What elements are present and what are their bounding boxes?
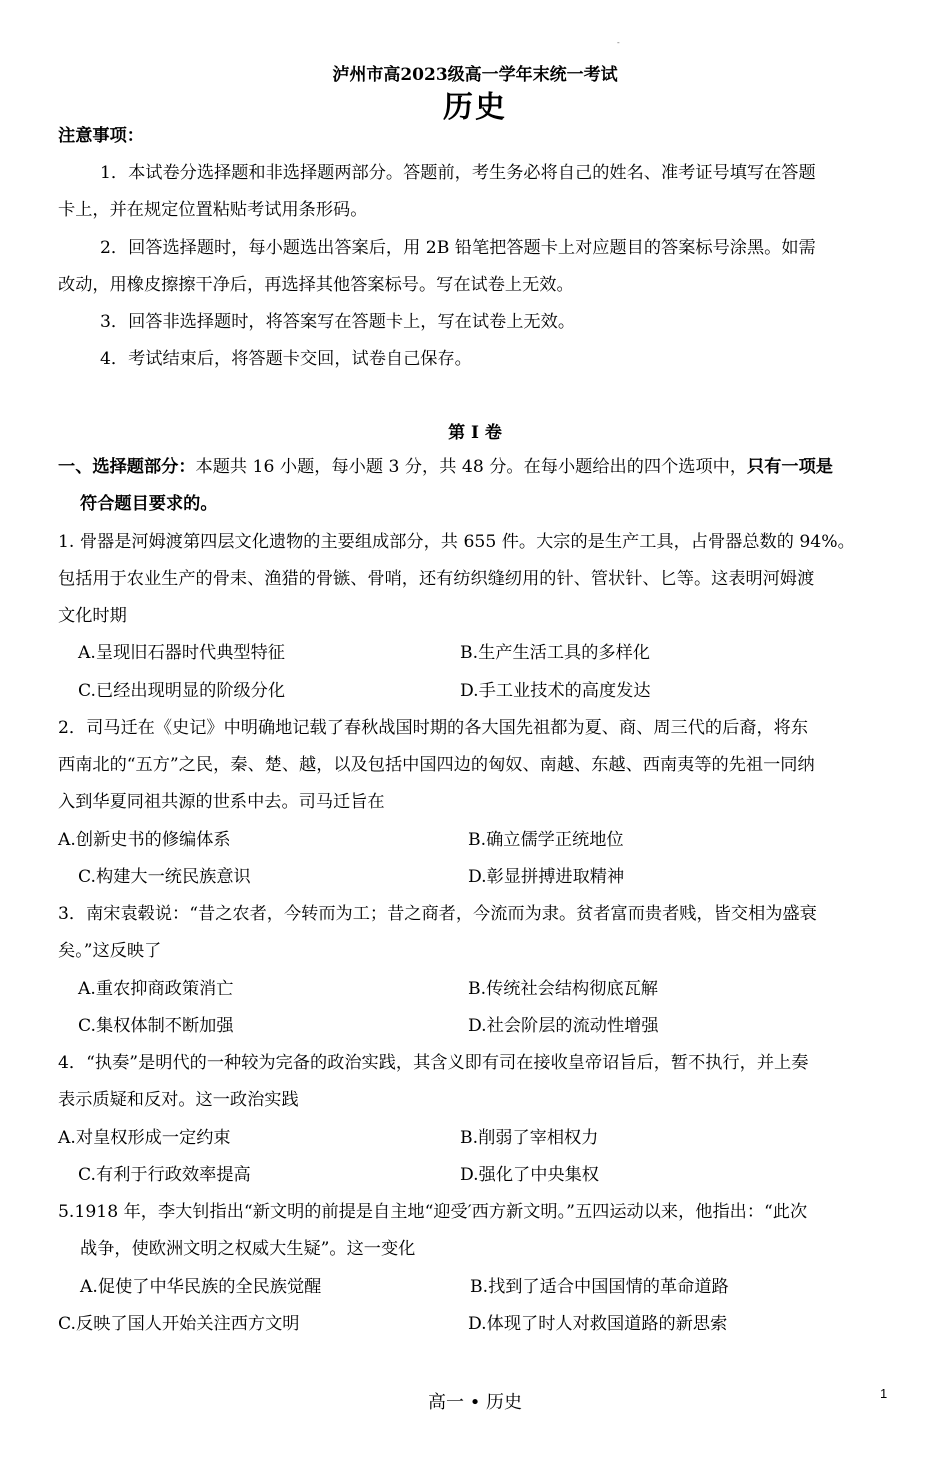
notice-item-3: 3．回答非选择题时，将答案写在答题卡上，写在试卷上无效。 bbox=[100, 312, 576, 332]
exam-title: 泸州市高2023级高一学年末统一考试 bbox=[332, 65, 618, 85]
section-desc: 本题共 16 小题，每小题 3 分，共 48 分。在每小题给出的四个选项中， bbox=[195, 457, 748, 477]
q5-stem-1: 5.1918 年，李大钊指出“新文明的前提是自主地“迎受′西方新文明。”五四运动以来，他指出：“此次 bbox=[58, 1202, 808, 1222]
q3-stem-1: 3．南宋袁毂说：“昔之农者，今转而为工；昔之商者，今流而为隶。贫者富而贵者贱，皆交相为盛衰 bbox=[58, 904, 817, 924]
q4-stem-2: 表示质疑和反对。这一政治实践 bbox=[58, 1090, 299, 1110]
notice-item-1: 1．本试卷分选择题和非选择题两部分。答题前，考生务必将自己的姓名、准考证号填写在答题 bbox=[100, 163, 816, 183]
q1-stem-1: 1. 骨器是河姆渡第四层文化遗物的主要组成部分，共 655 件。大宗的是生产工具，占骨器总数的 94%。 bbox=[58, 532, 855, 552]
q1-option-b: B.生产生活工具的多样化 bbox=[460, 643, 650, 663]
notice-item-2: 2．回答选择题时，每小题选出答案后，用 2B 铅笔把答题卡上对应题目的答案标号涂黑。如需 bbox=[100, 238, 816, 258]
q2-stem-3: 入到华夏同祖共源的世系中去。司马迁旨在 bbox=[58, 792, 385, 812]
section-header bbox=[58, 455, 833, 479]
q1-option-c: C.已经出现明显的阶级分化 bbox=[78, 681, 286, 701]
notice-item-2-cont: 改动，用橡皮擦擦干净后，再选择其他答案标号。写在试卷上无效。 bbox=[58, 275, 574, 295]
notice-heading: 注意事项： bbox=[58, 126, 144, 146]
q3-option-a: A.重农抑商政策消亡 bbox=[78, 979, 234, 999]
q2-option-d: D.彰显拼搏进取精神 bbox=[468, 867, 625, 887]
notice-item-1-cont: 卡上，并在规定位置粘贴考试用条形码。 bbox=[58, 200, 368, 220]
q2-option-b: B.确立儒学正统地位 bbox=[468, 830, 624, 850]
q2-stem-2: 西南北的“五方”之民，秦、楚、越，以及包括中国四边的匈奴、南越、东越、西南夷等的先祖一同纳 bbox=[58, 755, 815, 775]
section-label: 一、选择题部分： bbox=[58, 457, 196, 477]
q5-option-b: B.找到了适合中国国情的革命道路 bbox=[470, 1277, 729, 1297]
q3-option-c: C.集权体制不断加强 bbox=[78, 1016, 234, 1036]
q2-option-c: C.构建大一统民族意识 bbox=[78, 867, 251, 887]
footer-label: 高一 • 历史 bbox=[427, 1392, 523, 1413]
q4-option-d: D.强化了中央集权 bbox=[460, 1165, 599, 1185]
section-header-cont: 符合题目要求的。 bbox=[80, 494, 218, 514]
q3-stem-2: 矣。”这反映了 bbox=[58, 941, 162, 961]
q5-option-a: A.促使了中华民族的全民族觉醒 bbox=[80, 1277, 322, 1297]
q5-option-c: C.反映了国人开始关注西方文明 bbox=[58, 1314, 300, 1334]
q1-option-a: A.呈现旧石器时代典型特征 bbox=[78, 643, 285, 663]
q4-stem-1: 4．“执奏”是明代的一种较为完备的政治实践，其含义即有司在接收皇帝诏旨后，暂不执行，并上奏 bbox=[58, 1053, 809, 1073]
q5-stem-2: 战争，使欧洲文明之权威大生疑”。这一变化 bbox=[80, 1239, 416, 1259]
part-title: 第 I 卷 bbox=[448, 423, 502, 443]
q4-option-c: C.有利于行政效率提高 bbox=[78, 1165, 251, 1185]
notice-item-4: 4．考试结束后，将答题卡交回，试卷自己保存。 bbox=[100, 349, 472, 369]
q2-stem-1: 2．司马迁在《史记》中明确地记载了春秋战国时期的各大国先祖都为夏、商、周三代的后裔，将东 bbox=[58, 718, 809, 738]
q3-option-b: B.传统社会结构彻底瓦解 bbox=[468, 979, 658, 999]
subject-title: 历史 bbox=[443, 90, 507, 125]
q1-stem-3: 文化时期 bbox=[58, 606, 127, 626]
top-mark: - bbox=[617, 38, 620, 47]
page-number: 1 bbox=[880, 1386, 888, 1401]
q1-stem-2: 包括用于农业生产的骨耒、渔猎的骨镞、骨哨，还有纺织缝纫用的针、管状针、匕等。这表明河姆渡 bbox=[58, 569, 815, 589]
q4-option-a: A.对皇权形成一定约束 bbox=[58, 1128, 231, 1148]
q2-option-a: A.创新史书的修编体系 bbox=[58, 830, 231, 850]
q5-option-d: D.体现了时人对救国道路的新思索 bbox=[468, 1314, 728, 1334]
section-emph: 只有一项是 bbox=[747, 457, 833, 477]
q4-option-b: B.削弱了宰相权力 bbox=[460, 1128, 599, 1148]
q3-option-d: D.社会阶层的流动性增强 bbox=[468, 1016, 659, 1036]
q1-option-d: D.手工业技术的高度发达 bbox=[460, 681, 651, 701]
